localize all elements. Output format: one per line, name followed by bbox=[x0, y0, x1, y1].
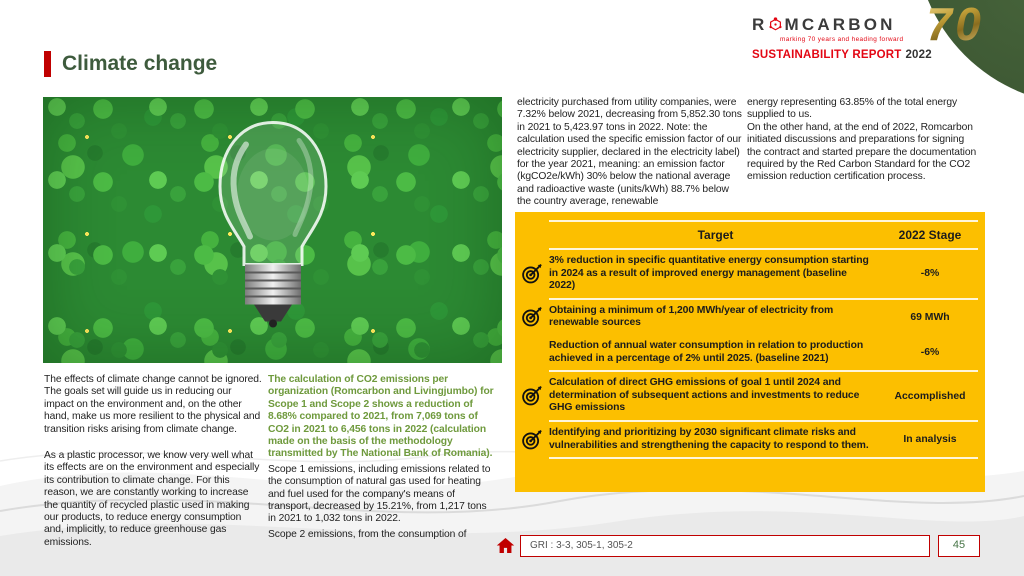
gri-label: GRI : 3-3, 305-1, 305-2 bbox=[530, 540, 633, 551]
red-carbon-standard-paragraph: On the other hand, at the end of 2022, Romcarbon initiated discussions and preparations for signing the contract and started prepare the documentation required by the Red Carbon Standard for the CO2 emission reduction certification process. bbox=[747, 121, 977, 183]
goal-target-text: 3% reduction in specific quantitative energy consumption starting in 2024 as a result of improved energy management (baseline 2022) bbox=[549, 255, 869, 292]
goal-stage-value: -8% bbox=[920, 268, 940, 280]
co2-calculation-highlight: The calculation of CO2 emissions per organization (Romcarbon and Livingjumbo) for Scope 1 and Scope 2 shows a reduction of 8.68% compared to 2021, from 7,069 tons of CO2 in 2021 to 6,456 tons in 2022 (calculation made on the basis of the methodology transmitted by The National Bank of Romania). bbox=[268, 374, 494, 460]
target-icon bbox=[515, 306, 549, 328]
goal-target-text: Identifying and prioritizing by 2030 significant climate risks and vulnerabilities and strengthening the capacity to respond to them. bbox=[549, 426, 869, 451]
anniversary-70-badge: 70 bbox=[926, 0, 984, 50]
page-title: Climate change bbox=[62, 52, 218, 75]
page-title-block bbox=[44, 51, 217, 77]
goal-target-text: Obtaining a minimum of 1,200 MWh/year of electricity from renewable sources bbox=[549, 304, 834, 329]
text-column-3 bbox=[517, 97, 743, 209]
target-column-header: Target bbox=[697, 228, 734, 242]
page-number-value: 45 bbox=[952, 539, 966, 551]
goal-row bbox=[515, 250, 985, 298]
title-accent-bar bbox=[44, 51, 51, 77]
table-separator bbox=[549, 457, 978, 459]
goals-table-body bbox=[515, 250, 985, 459]
text-column-2 bbox=[268, 374, 496, 541]
report-title-text: SUSTAINABILITY REPORT bbox=[752, 49, 902, 62]
page-number bbox=[938, 535, 980, 557]
goal-row bbox=[515, 372, 985, 420]
report-title bbox=[752, 49, 942, 61]
text-column-1 bbox=[44, 374, 263, 549]
molecule-icon bbox=[768, 17, 783, 37]
goal-target-text: Calculation of direct GHG emissions of goal 1 until 2024 and determination of subsequent actions and investments to reduce GHG emissions bbox=[549, 377, 860, 414]
table-header-row bbox=[515, 222, 985, 248]
targets-table bbox=[515, 212, 985, 492]
goal-stage-value: -6% bbox=[920, 347, 940, 359]
report-year: 2022 bbox=[905, 49, 932, 62]
goal-row bbox=[515, 422, 985, 457]
goal-target-text: Reduction of annual water consumption in relation to production achieved in a percentage of 2% until 2025. (baseline 2021) bbox=[549, 339, 864, 364]
home-icon[interactable] bbox=[496, 536, 515, 560]
goal-row bbox=[515, 335, 985, 370]
lightbulb-clover-photo bbox=[43, 97, 502, 363]
target-icon bbox=[515, 385, 549, 407]
logo-letter-r: R bbox=[752, 15, 768, 34]
target-icon bbox=[515, 429, 549, 451]
scope1-paragraph: Scope 1 emissions, including emissions related to the consumption of natural gas used for heating and fuel used for the company's means of transport, decreased by 15.21%, from 1,217 tons in 2021 to 1,032 tons in 2022. bbox=[268, 463, 491, 525]
stage-column-header: 2022 Stage bbox=[898, 228, 962, 242]
intro-paragraph: The effects of climate change cannot be ignored. The goals set will guide us in reducing our impact on the environment and, on the other hand, make us more resilient to the physical and transition risks arising from climate change. bbox=[44, 374, 262, 435]
logo-tagline: marking 70 years and heading forward bbox=[780, 36, 904, 44]
scope2-paragraph-start: Scope 2 emissions, from the consumption of bbox=[268, 528, 467, 540]
goal-row bbox=[515, 300, 985, 335]
lightbulb-illustration bbox=[198, 115, 348, 340]
gri-reference bbox=[520, 535, 930, 557]
text-column-4 bbox=[747, 97, 979, 184]
target-icon bbox=[515, 263, 549, 285]
renewable-share-paragraph: energy representing 63.85% of the total energy supplied to us. bbox=[747, 97, 958, 121]
goal-stage-value: Accomplished bbox=[894, 390, 966, 402]
company-logo bbox=[752, 0, 984, 62]
goal-stage-value: In analysis bbox=[903, 434, 957, 446]
logo-letters: MCARBON bbox=[784, 15, 896, 34]
electricity-paragraph: electricity purchased from utility companies, were 7.32% below 2021, decreasing from 5,852.30 tons in 2021 to 5,423.97 tons in 2022. Note: the calculation used the specific emission factor of our electricity supplier, declared in the electricity label) for the year 2021, meaning: an emission factor (kgCO2e/kWh) 30% below the national average and radioactive waste (units/kWh) 88.7% below the country average, renewable bbox=[517, 97, 742, 208]
goal-stage-value: 69 MWh bbox=[910, 311, 950, 323]
plastic-processor-paragraph: As a plastic processor, we know very well what its effects are on the environment and especially its contribution to climate change. For this reason, we are constantly working to increase the quantity of recycled plastic used in making our products, to reduce energy consumption and, implicitly, to reduce greenhouse gas emissions. bbox=[44, 450, 260, 548]
